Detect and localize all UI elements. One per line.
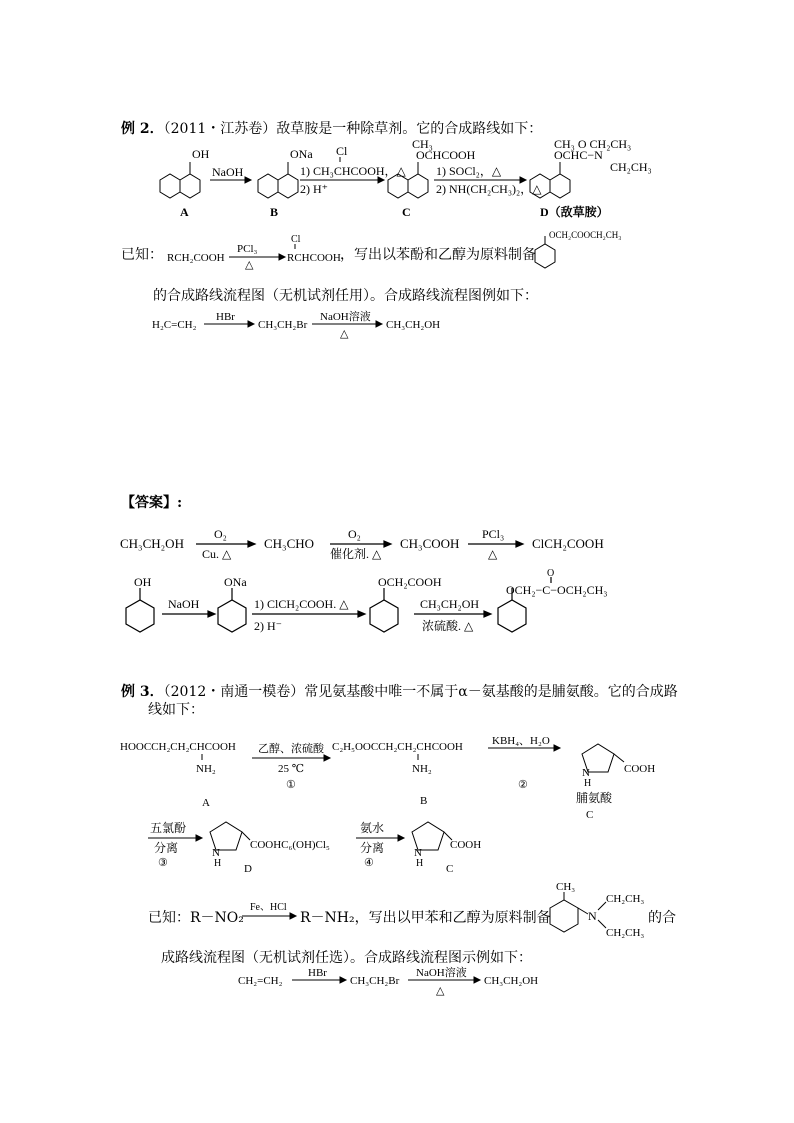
ans-a3-bottom2: 浓硫酸. △ xyxy=(422,619,474,633)
ex3-c2-cooh: COOH xyxy=(450,839,482,851)
ex2-example-route xyxy=(150,308,470,338)
ex3-example-route xyxy=(236,966,566,1000)
ans-p2: OCH₂−C−OCH₂CH₃ xyxy=(506,583,608,597)
ex3-label-c: C xyxy=(586,809,594,821)
arrow2-reagent-bottom: 2) H⁺ xyxy=(300,182,328,196)
known-cond: △ xyxy=(245,259,254,271)
arrow1-reagent: NaOH xyxy=(212,165,244,179)
ex3-t-n: N xyxy=(588,909,597,923)
ex3-tail: 的合 xyxy=(648,910,676,926)
ans-s2: CH₃CHO xyxy=(264,536,315,551)
phenoxide-ring xyxy=(218,600,246,632)
ex3-label: 例 3． xyxy=(121,684,164,700)
known-lhs: RCH₂COOH xyxy=(167,252,225,264)
ans-a2-top2: 1) ClCH₂COOH. △ xyxy=(254,597,349,611)
answer-route-1 xyxy=(118,520,638,560)
d-line3: CH₂CH₃ xyxy=(610,160,652,174)
ans-s3: CH₃COOH xyxy=(400,536,460,551)
ex3-ar2-num: ② xyxy=(518,779,528,791)
ex3-eg-c2: △ xyxy=(436,985,445,997)
known-rhs: RCHCOOH xyxy=(287,252,341,264)
ex3-ar1-num: ① xyxy=(286,779,296,791)
ex3-d-group: COOHC₆(OH)Cl₅ xyxy=(250,839,330,851)
ex3-c-h: H xyxy=(584,778,592,789)
ex3-ar4-num: ④ xyxy=(364,857,374,869)
ex3-text1: 常见氨基酸中唯一不属于α－氨基酸的是脯氨酸。它的合成路 xyxy=(304,684,678,700)
ex3-eg-s2: CH₃CH₂Br xyxy=(350,975,400,987)
ex3-c-n: N xyxy=(582,767,590,779)
ans-a3-bottom: △ xyxy=(488,547,498,561)
ex2-line2: 的合成路线流程图（无机试剂任用）。合成路线流程图例如下： xyxy=(153,288,538,304)
ex3-proline-name: 脯氨酸 xyxy=(576,791,613,805)
d-line2: OCHC−N xyxy=(554,148,603,162)
ans-s1: CH₃CH₂OH xyxy=(120,536,184,551)
ans-ona: ONa xyxy=(224,575,247,589)
ex3-c2-n: N xyxy=(414,847,422,859)
ans-a3-top: PCl₃ xyxy=(482,527,505,541)
ex3-eg-r1: HBr xyxy=(308,967,327,979)
ans-carbonyl-o: O xyxy=(547,568,555,579)
ex3-t-ch3: CH₃ xyxy=(556,881,576,893)
ex3-known-reagent: Fe、HCl xyxy=(250,902,287,913)
ex3-ar2-top: KBH₄、H₂O xyxy=(492,735,550,747)
label-b: B xyxy=(270,205,279,219)
ans-p1: OCH₂COOH xyxy=(378,575,442,589)
ex2-text: 敌草胺是一种除草剂。它的合成路线如下： xyxy=(276,121,543,137)
ex3-ar3-num: ③ xyxy=(158,857,168,869)
arrow3-reagent-bottom: 2) NH(CH₂CH₃)₂，△ xyxy=(436,182,542,196)
ex3-d-h: H xyxy=(214,858,222,869)
ex3-eg-r2: NaOH溶液 xyxy=(416,967,467,979)
product-ring xyxy=(498,600,526,632)
ex3-ar1-bottom: 25 ℃ xyxy=(278,763,305,775)
ex3-c-cooh: COOH xyxy=(624,763,656,775)
ex2-synthesis-scheme xyxy=(150,137,670,222)
a-oh-label: OH xyxy=(192,147,210,161)
ex3-a-formula: HOOCCH₂CH₂CHCOOH xyxy=(120,741,236,753)
ex3-target-structure xyxy=(540,882,650,944)
answer-route-2 xyxy=(118,568,638,644)
ex3-source: （2012・南通一模卷） xyxy=(163,684,305,700)
ans-a3-top2: CH₃CH₂OH xyxy=(420,597,480,611)
eg-s1: H₂C=CH₂ xyxy=(152,319,197,331)
c-ch3: CH₃ xyxy=(412,137,433,151)
ans-a2-bottom: 催化剂. △ xyxy=(330,547,382,561)
ex2-label: 例 2． xyxy=(121,121,164,137)
ans-naoh: NaOH xyxy=(168,597,200,611)
b-ona-label: ONa xyxy=(290,147,313,161)
ans-a1-bottom: Cu. △ xyxy=(202,547,232,561)
toluidine-ring xyxy=(550,900,578,932)
ex3-t-e2: CH₂CH₃ xyxy=(606,927,645,939)
phenol-ring xyxy=(126,600,154,632)
ex3-d-n: N xyxy=(212,847,220,859)
aryloxyacetic-ring xyxy=(370,600,398,632)
ans-a2-bottom2: 2) H⁻ xyxy=(254,619,282,633)
ex3-label-c2: C xyxy=(446,863,454,875)
ex3-ar3-top: 五氯酚 xyxy=(150,821,187,835)
label-d: D（敌草胺） xyxy=(540,205,609,219)
ex3-b-nh2: NH₂ xyxy=(412,763,432,775)
ex3-label-b: B xyxy=(420,795,428,807)
c-ring-2 xyxy=(412,822,444,850)
ex3-ar4-top: 氨水 xyxy=(360,821,385,835)
ex3-ar4-bottom: 分离 xyxy=(360,841,385,855)
known-reagent: PCl₃ xyxy=(237,243,258,255)
ex2-heading xyxy=(121,120,542,138)
arrow2-reagent-top: 1) CH₃CHCOOH，△ xyxy=(300,164,406,178)
ex3-known-arrow xyxy=(240,898,300,922)
ex3-c2-h: H xyxy=(416,858,424,869)
arrow3-reagent-top: 1) SOCl₂，△ xyxy=(436,164,502,178)
naphthalene-a-ring2 xyxy=(180,174,200,198)
ex3-known-lhs: 已知：R－NO₂ xyxy=(148,910,244,926)
d-ring xyxy=(210,822,242,850)
eg-c2: △ xyxy=(340,328,349,340)
arrow2-cl: Cl xyxy=(336,144,348,158)
d-line1: CH₃ O CH₂CH₃ xyxy=(554,137,632,151)
ex3-eg-s3: CH₃CH₂OH xyxy=(484,975,539,987)
eg-r2: NaOH溶液 xyxy=(320,311,371,323)
ex2-source: （2011・江苏卷） xyxy=(163,121,277,137)
ex3-ar1-top: 乙醇、浓硫酸 xyxy=(258,743,324,755)
eg-r1: HBr xyxy=(216,311,235,323)
answer-label: 【答案】: xyxy=(121,495,183,511)
ex3-line2: 成路线流程图（无机试剂任选）。合成路线流程图示例如下： xyxy=(161,950,532,966)
ex3-known-rhs: R－NH₂，写出以甲苯和乙醇为原料制备 xyxy=(300,910,551,926)
ex3-label-d: D xyxy=(244,863,252,875)
ex3-route-row1 xyxy=(118,728,678,821)
ans-oh: OH xyxy=(134,575,152,589)
ex3-ar3-bottom: 分离 xyxy=(154,841,179,855)
eg-s2: CH₃CH₂Br xyxy=(258,319,308,331)
ex3-a-nh2: NH₂ xyxy=(196,763,216,775)
ex2-target: OCH₂COOCH₂CH₃ xyxy=(549,230,622,240)
ex2-known-tail: ，写出以苯酚和乙醇为原料制备 xyxy=(340,247,536,263)
c-group: OCHCOOH xyxy=(416,148,476,162)
naphthalene-a-ring1 xyxy=(160,174,180,198)
ex2-known-label: 已知： xyxy=(121,247,163,263)
ex3-eg-s1: CH₂=CH₂ xyxy=(238,975,283,987)
ans-a1-top: O₂ xyxy=(214,527,227,541)
ans-a2-top: O₂ xyxy=(348,527,361,541)
ans-s4: ClCH₂COOH xyxy=(532,536,604,551)
ex3-t-e1: CH₂CH₃ xyxy=(606,893,645,905)
ex3-label-a: A xyxy=(202,797,210,809)
ex3-heading xyxy=(121,683,678,701)
ex3-b-formula: C₂H₅OOCCH₂CH₂CHCOOH xyxy=(332,741,463,753)
label-c: C xyxy=(402,205,411,219)
label-a: A xyxy=(180,205,189,219)
known-cl: Cl xyxy=(291,234,301,245)
ex3-text2: 线如下： xyxy=(148,702,204,718)
ex3-route-row2 xyxy=(140,810,500,876)
eg-s3: CH₃CH₂OH xyxy=(386,319,441,331)
